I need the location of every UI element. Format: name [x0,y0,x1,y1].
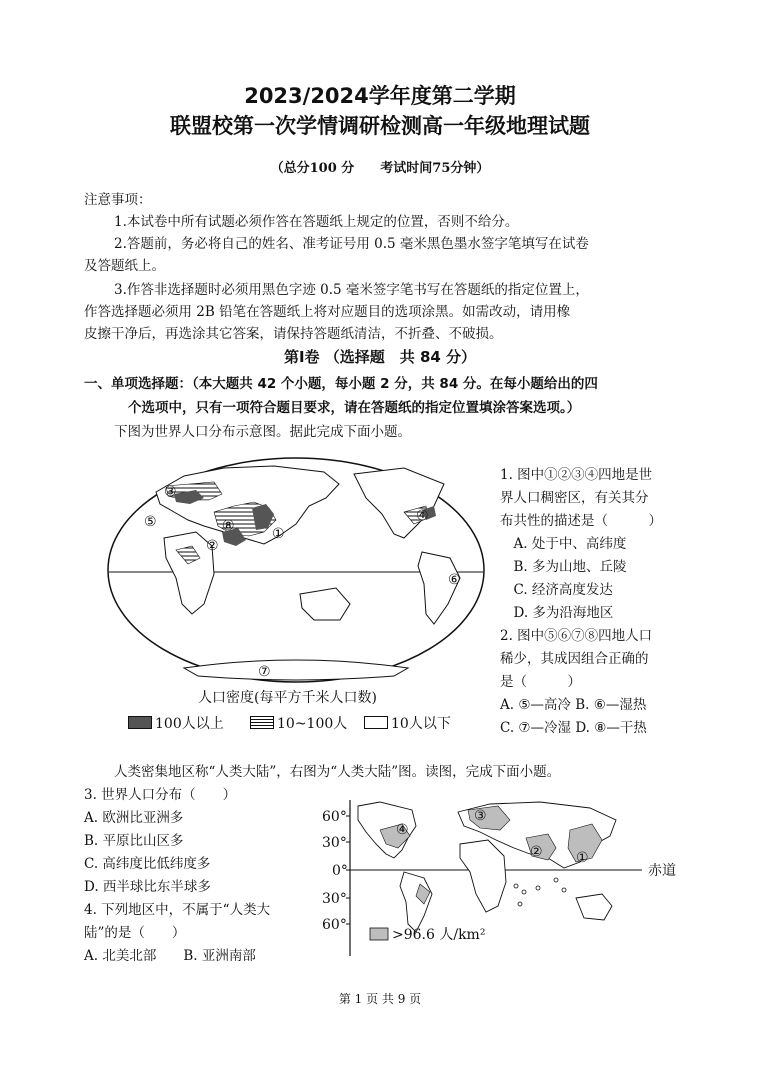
legend-sparse-label: 10人以下 [391,716,451,732]
question-2-line: 稀少，其成因组合正确的 [500,651,649,667]
notice-line: 皮擦干净后，再选涂其它答案，请保持答题纸清洁，不折叠、不破损。 [84,326,503,342]
notice-line: 1.本试卷中所有试题必须作答在答题纸上规定的位置，否则不给分。 [114,214,519,230]
legend-moderate [250,714,347,735]
map2-legend-swatch [370,928,388,940]
legend-dense-swatch [128,716,152,729]
legend-sparse-swatch [364,716,388,729]
intro-map2: 人类密集地区称“人类大陆”，右图为“人类大陆”图。读图，完成下面小题。 [114,764,561,780]
question-1-option: B. 多为山地、丘陵 [500,559,627,575]
legend-moderate-label: 10~100人 [277,716,348,732]
page-number: 第 1 页 共 9 页 [338,992,422,1006]
question-2-line: 是（ ） [500,674,581,690]
section-title: 第Ⅰ卷 （选择题 共 84 分） [283,348,477,366]
title-line-2: 联盟校第一次学情调研检测高一年级地理试题 [170,114,590,138]
map1-label-8: ⑧ [222,518,235,534]
question-1-line: 界人口稠密区，有关其分 [500,490,649,506]
notice-line: 作答选择题必须用 2B 铅笔在答题纸上将对应题目的选项涂黑。如需改动，请用橡 [84,304,571,320]
map1-label-7: ⑦ [258,664,271,680]
question-3-option: D. 西半球比东半球多 [84,879,211,895]
legend-sparse [364,714,451,735]
equator-label: 赤道 [648,863,676,879]
lat-label: 60° [322,809,347,825]
question-2-option: C. ⑦—冷湿 D. ⑧—干热 [500,720,647,736]
map1-label-5: ⑤ [144,514,157,530]
question-4-option: A. 北美北部 B. 亚洲南部 [84,948,256,964]
question-1-line: 布共性的描述是（ ） [500,513,662,529]
legend-dense [128,714,224,735]
map2-label-1: ① [576,850,589,866]
part-instruction-cont: 个选项中，只有一项符合题目要求，请在答题纸的指定位置填涂答案选项。） [128,400,581,416]
map1-label-4: ④ [416,508,429,524]
question-1: 1. 图中①②③④四地是世 [500,467,653,483]
question-3-option: B. 平原比山区多 [84,833,184,849]
question-1-option: A. 处于中、高纬度 [500,536,627,552]
map2-legend: >96.6 人/km² [392,927,486,943]
map1-label-2: ② [206,538,219,554]
map1-label-6: ⑥ [448,572,461,588]
notice-line: 2.答题前，务必将自己的姓名、准考证号用 0.5 毫米黑色墨水签字笔填写在试卷 [114,236,589,252]
map2-label-3: ③ [474,808,487,824]
exam-info: （总分100 分 考试时间75分钟） [270,161,490,176]
map2-label-2: ② [530,844,543,860]
map2-label-4: ④ [396,822,409,838]
map1-caption: 人口密度(每平方千米人口数) [198,690,377,706]
question-2: 2. 图中⑤⑥⑦⑧四地人口 [500,628,653,644]
question-4-line: 陆”的是（ ） [84,925,186,941]
lat-label: 60° [322,917,347,933]
question-3-option: C. 高纬度比低纬度多 [84,856,211,872]
part-instruction: 一、单项选择题：（本大题共 42 个小题，每小题 2 分，共 84 分。在每小题给出的四 [84,376,598,392]
question-3-option: A. 欧洲比亚洲多 [84,810,184,826]
legend-moderate-swatch [250,716,274,729]
human-continent-map [320,796,682,960]
question-1-option: C. 经济高度发达 [500,582,613,598]
question-1-option: D. 多为沿海地区 [500,605,614,621]
notice-line: 及答题纸上。 [84,258,165,274]
lat-label: 30° [322,891,347,907]
question-3: 3. 世界人口分布（ ） [84,787,237,803]
notice-line: 3.作答非选择题时必须用黑色字迹 0.5 毫米签字笔书写在答题纸的指定位置上， [114,282,589,298]
legend-dense-label: 100人以上 [155,716,224,732]
world-population-map [104,454,488,686]
question-2-option: A. ⑤—高冷 B. ⑥—湿热 [500,697,647,713]
intro-map1: 下图为世界人口分布示意图。据此完成下面小题。 [114,424,411,440]
notice-heading: 注意事项： [84,192,152,208]
question-4: 4. 下列地区中，不属于“人类大 [84,902,271,918]
title-line-1: 2023/2024学年度第二学期 [244,84,516,108]
lat-label: 0° [332,863,348,879]
lat-label: 30° [322,835,347,851]
map1-label-1: ① [272,526,285,542]
map1-label-3: ③ [164,484,177,500]
